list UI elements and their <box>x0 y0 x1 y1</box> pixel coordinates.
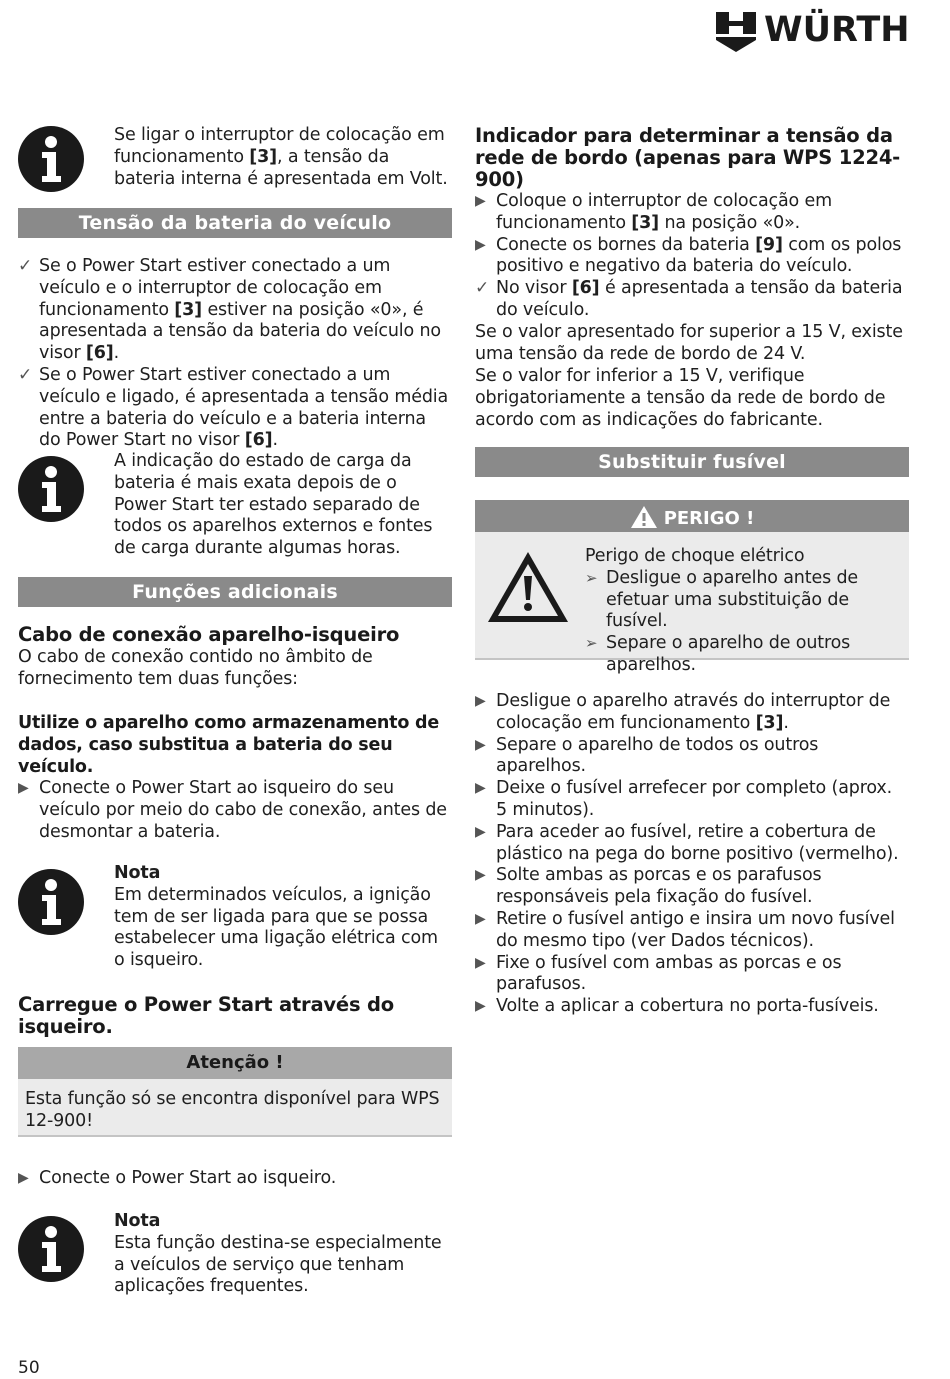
item-text: Retire o fusível antigo e insira um novo fusível do mesmo tipo (ver Dados técnicos). <box>496 908 895 951</box>
ref-9: [9] <box>755 234 783 255</box>
ref-6: [6] <box>244 430 273 451</box>
arrow-icon: ▶ <box>475 736 486 753</box>
atencao-header: Atenção ! <box>18 1047 452 1079</box>
heading-utilize: Utilize o aparelho como armazenamento de dados, caso substitua a bateria do seu veículo. <box>18 713 440 777</box>
danger-triangle-icon <box>484 548 572 628</box>
item-text: Separe o aparelho de outros aparelhos. <box>606 633 851 675</box>
warning-icon <box>630 505 658 529</box>
item-text: Se o Power Start estiver conectado a um veículo e o interruptor de colocação em funcionamento <box>39 256 391 320</box>
item-text: . <box>113 343 120 364</box>
carregue-list <box>18 1168 450 1190</box>
list-item <box>475 865 905 909</box>
list-item <box>475 191 905 235</box>
utilize-list <box>18 778 450 843</box>
arrow-icon: ▶ <box>475 780 486 797</box>
list-item <box>475 909 905 953</box>
info-icon <box>18 456 84 522</box>
info-note-1-text <box>114 125 452 190</box>
list-item <box>18 365 452 452</box>
item-text: com os polos positivo e negativo da bateria do veículo. <box>496 234 902 277</box>
ref-3: [3] <box>249 146 278 167</box>
list-item <box>475 822 905 866</box>
item-text: Volte a aplicar a cobertura no porta-fusíveis. <box>496 996 879 1017</box>
item-text: Conecte o Power Start ao isqueiro. <box>39 1168 337 1188</box>
arrow-icon: ▶ <box>475 236 486 253</box>
nota-2 <box>18 1211 452 1301</box>
chevron-right-icon: ➢ <box>585 634 598 653</box>
nota-2-body <box>114 1211 450 1298</box>
list-item <box>18 256 452 365</box>
perigo-text <box>585 546 903 677</box>
chevron-right-icon: ➢ <box>585 568 598 587</box>
info-icon <box>18 126 84 192</box>
section-bar-tensao: Tensão da bateria do veículo <box>18 208 452 238</box>
list-item <box>585 633 903 677</box>
list-item <box>475 778 905 822</box>
info-note-1-pre: Se ligar o interruptor de colocação em funcionamento <box>114 125 445 167</box>
check-icon: ✓ <box>475 278 490 299</box>
arrow-icon: ▶ <box>475 867 486 884</box>
list-item <box>18 1168 450 1190</box>
nota-1-title: Nota <box>114 863 161 883</box>
arrow-icon: ▶ <box>18 1170 29 1186</box>
nota-1 <box>18 863 452 975</box>
info-note-1-post: , a tensão da bateria interna é apresentada em Volt. <box>114 146 448 189</box>
info-icon <box>18 1216 84 1282</box>
perigo-title: PERIGO ! <box>663 508 755 529</box>
list-item <box>475 235 905 279</box>
list-item <box>585 568 903 633</box>
heading-indicador: Indicador para determinar a tensão da rede de bordo (apenas para WPS 1224-900) <box>475 124 901 191</box>
nota-2-title: Nota <box>114 1211 161 1231</box>
item-text: na posição «0». <box>659 212 801 233</box>
arrow-icon: ▶ <box>475 954 486 971</box>
nota-1-body <box>114 863 450 972</box>
section-bar-funcoes: Funções adicionais <box>18 577 452 607</box>
wurth-logo <box>716 12 910 54</box>
arrow-icon: ▶ <box>475 193 486 209</box>
perigo-list <box>585 568 903 677</box>
item-text: . <box>783 712 789 733</box>
item-text: Para aceder ao fusível, retire a cobertura de plástico na pega do borne positivo (vermelho). <box>496 821 899 864</box>
logo-text: WÜRTH <box>764 10 910 50</box>
item-text: Desligue o aparelho antes de efetuar uma substituição de fusível. <box>606 567 859 632</box>
ref-3: [3] <box>631 212 660 233</box>
item-text: é apresentada a tensão da bateria do veículo. <box>496 278 903 320</box>
item-text: Conecte os bornes da bateria <box>496 234 756 255</box>
list-item <box>475 691 905 735</box>
item-text: . <box>272 430 278 451</box>
check-icon: ✓ <box>18 364 33 385</box>
nota-1-text: Em determinados veículos, a ignição tem de ser ligada para que se possa estabelecer uma ligação elétrica com o isqueiro. <box>114 884 438 971</box>
atencao-body: Esta função só se encontra disponível para WPS 12-900! <box>18 1079 452 1137</box>
ref-6: [6] <box>85 343 114 364</box>
list-item <box>475 953 905 997</box>
list-item <box>475 735 905 779</box>
arrow-icon: ▶ <box>475 998 486 1015</box>
check-icon: ✓ <box>18 256 33 276</box>
info-icon <box>18 869 84 935</box>
perigo-header <box>475 500 909 532</box>
info-note-1 <box>18 126 452 196</box>
perigo-body <box>475 532 909 675</box>
fusivel-list <box>475 691 905 1018</box>
ref-6: [6] <box>571 278 600 299</box>
paragraph-superior: Se o valor apresentado for superior a 15 V, existe uma tensão da rede de bordo de 24 V. <box>475 322 903 364</box>
item-text: Se o Power Start estiver conectado a um veículo e ligado, é apresentada a tensão média entre a bateria do veículo e a bateria interna do Power Start no visor <box>39 364 449 451</box>
item-text: Separe o aparelho de todos os outros aparelhos. <box>496 734 819 777</box>
item-text: Fixe o fusível com ambas as porcas e os parafusos. <box>496 952 842 995</box>
tensao-list <box>18 256 452 452</box>
paragraph-inferior: Se o valor for inferior a 15 V, verifique obrigatoriamente a tensão da rede de bordo de acordo com as indicações do fabricante. <box>475 366 886 430</box>
wurth-logo-icon <box>716 12 756 52</box>
list-item <box>475 278 905 322</box>
list-item <box>18 778 450 843</box>
section-bar-fusivel: Substituir fusível <box>475 447 909 477</box>
ref-3: [3] <box>755 712 784 733</box>
page-number: 50 <box>18 1358 40 1378</box>
perigo-lead: Perigo de choque elétrico <box>585 546 805 566</box>
item-text: No visor <box>496 278 572 299</box>
arrow-icon: ▶ <box>475 910 486 927</box>
arrow-icon: ▶ <box>475 693 486 709</box>
heading-cabo: Cabo de conexão aparelho-isqueiro <box>18 623 400 646</box>
info-note-2-text: A indicação do estado de carga da bateria é mais exata depois de o Power Start ter estado separado de todos os aparelhos externos e fontes de carga durante algumas horas. <box>114 451 433 559</box>
cabo-paragraph: O cabo de conexão contido no âmbito de fornecimento tem duas funções: <box>18 647 373 689</box>
item-text: Deixe o fusível arrefecer por completo (aprox. 5 minutos). <box>496 778 893 820</box>
list-item <box>475 996 905 1018</box>
item-text: Conecte o Power Start ao isqueiro do seu veículo por meio do cabo de conexão, antes de desmontar a bateria. <box>39 778 447 842</box>
ref-3: [3] <box>174 299 203 320</box>
indicador-list <box>475 191 905 322</box>
info-note-2 <box>18 452 452 562</box>
heading-carregue: Carregue o Power Start através do isqueiro. <box>18 993 394 1038</box>
nota-2-text: Esta função destina-se especialmente a veículos de serviço que tenham aplicações frequentes. <box>114 1232 442 1297</box>
arrow-icon: ▶ <box>475 823 486 840</box>
item-text: Coloque o interruptor de colocação em funcionamento <box>496 191 833 233</box>
arrow-icon: ▶ <box>18 780 29 796</box>
item-text: estiver na posição «0», é apresentada a tensão da bateria do veículo no visor <box>39 299 441 364</box>
item-text: Solte ambas as porcas e os parafusos responsáveis pela fixação do fusível. <box>496 865 822 908</box>
item-text: Desligue o aparelho através do interruptor de colocação em funcionamento <box>496 691 891 733</box>
